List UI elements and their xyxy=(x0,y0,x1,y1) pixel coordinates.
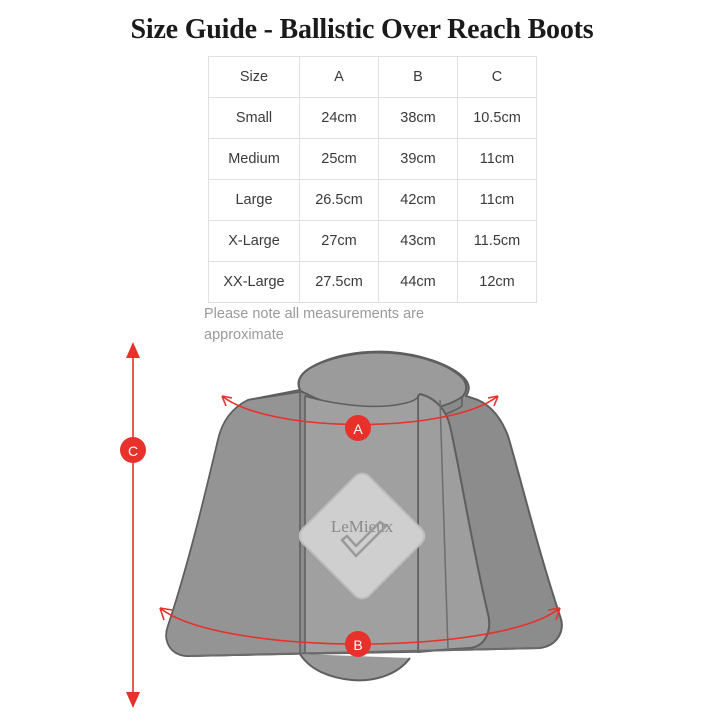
table-cell-size: Large xyxy=(209,180,300,221)
table-cell-size: Medium xyxy=(209,139,300,180)
table-cell-a: 24cm xyxy=(300,98,379,139)
table-row xyxy=(209,221,537,262)
table-cell-b: 42cm xyxy=(379,180,458,221)
table-cell-c: 11.5cm xyxy=(458,221,537,262)
table-header-cell-a: A xyxy=(300,57,379,98)
table-cell-c: 12cm xyxy=(458,262,537,303)
table-cell-a: 27.5cm xyxy=(300,262,379,303)
arrow-c-top xyxy=(126,342,140,358)
table-header-cell-b: B xyxy=(379,57,458,98)
table-cell-a: 26.5cm xyxy=(300,180,379,221)
table-row xyxy=(209,98,537,139)
table-header-cell-size: Size xyxy=(209,57,300,98)
marker-a-label: A xyxy=(353,421,363,437)
table-cell-c: 10.5cm xyxy=(458,98,537,139)
table-cell-size: X-Large xyxy=(209,221,300,262)
table-header-row xyxy=(209,57,537,98)
table-row xyxy=(209,139,537,180)
page-title: Size Guide - Ballistic Over Reach Boots xyxy=(130,14,594,45)
table-cell-c: 11cm xyxy=(458,139,537,180)
table-cell-a: 27cm xyxy=(300,221,379,262)
table-cell-b: 39cm xyxy=(379,139,458,180)
marker-a xyxy=(345,415,371,441)
marker-c xyxy=(120,437,146,463)
table-header-cell-c: C xyxy=(458,57,537,98)
table-cell-b: 38cm xyxy=(379,98,458,139)
marker-b-label: B xyxy=(353,637,363,653)
size-table xyxy=(208,56,537,303)
table-cell-c: 11cm xyxy=(458,180,537,221)
arrow-c-bottom xyxy=(126,692,140,708)
table-cell-a: 25cm xyxy=(300,139,379,180)
marker-b xyxy=(345,631,371,657)
boot-diagram xyxy=(0,330,724,724)
table-cell-size: XX-Large xyxy=(209,262,300,303)
table-cell-b: 44cm xyxy=(379,262,458,303)
table-cell-b: 43cm xyxy=(379,221,458,262)
table-cell-size: Small xyxy=(209,98,300,139)
table-row xyxy=(209,180,537,221)
marker-c-label: C xyxy=(127,443,139,459)
brand-logo-text: LeMieux xyxy=(330,517,394,536)
table-row xyxy=(209,262,537,303)
size-table-container xyxy=(208,56,521,303)
measurement-note: Please note all measurements are approximate xyxy=(204,306,425,343)
